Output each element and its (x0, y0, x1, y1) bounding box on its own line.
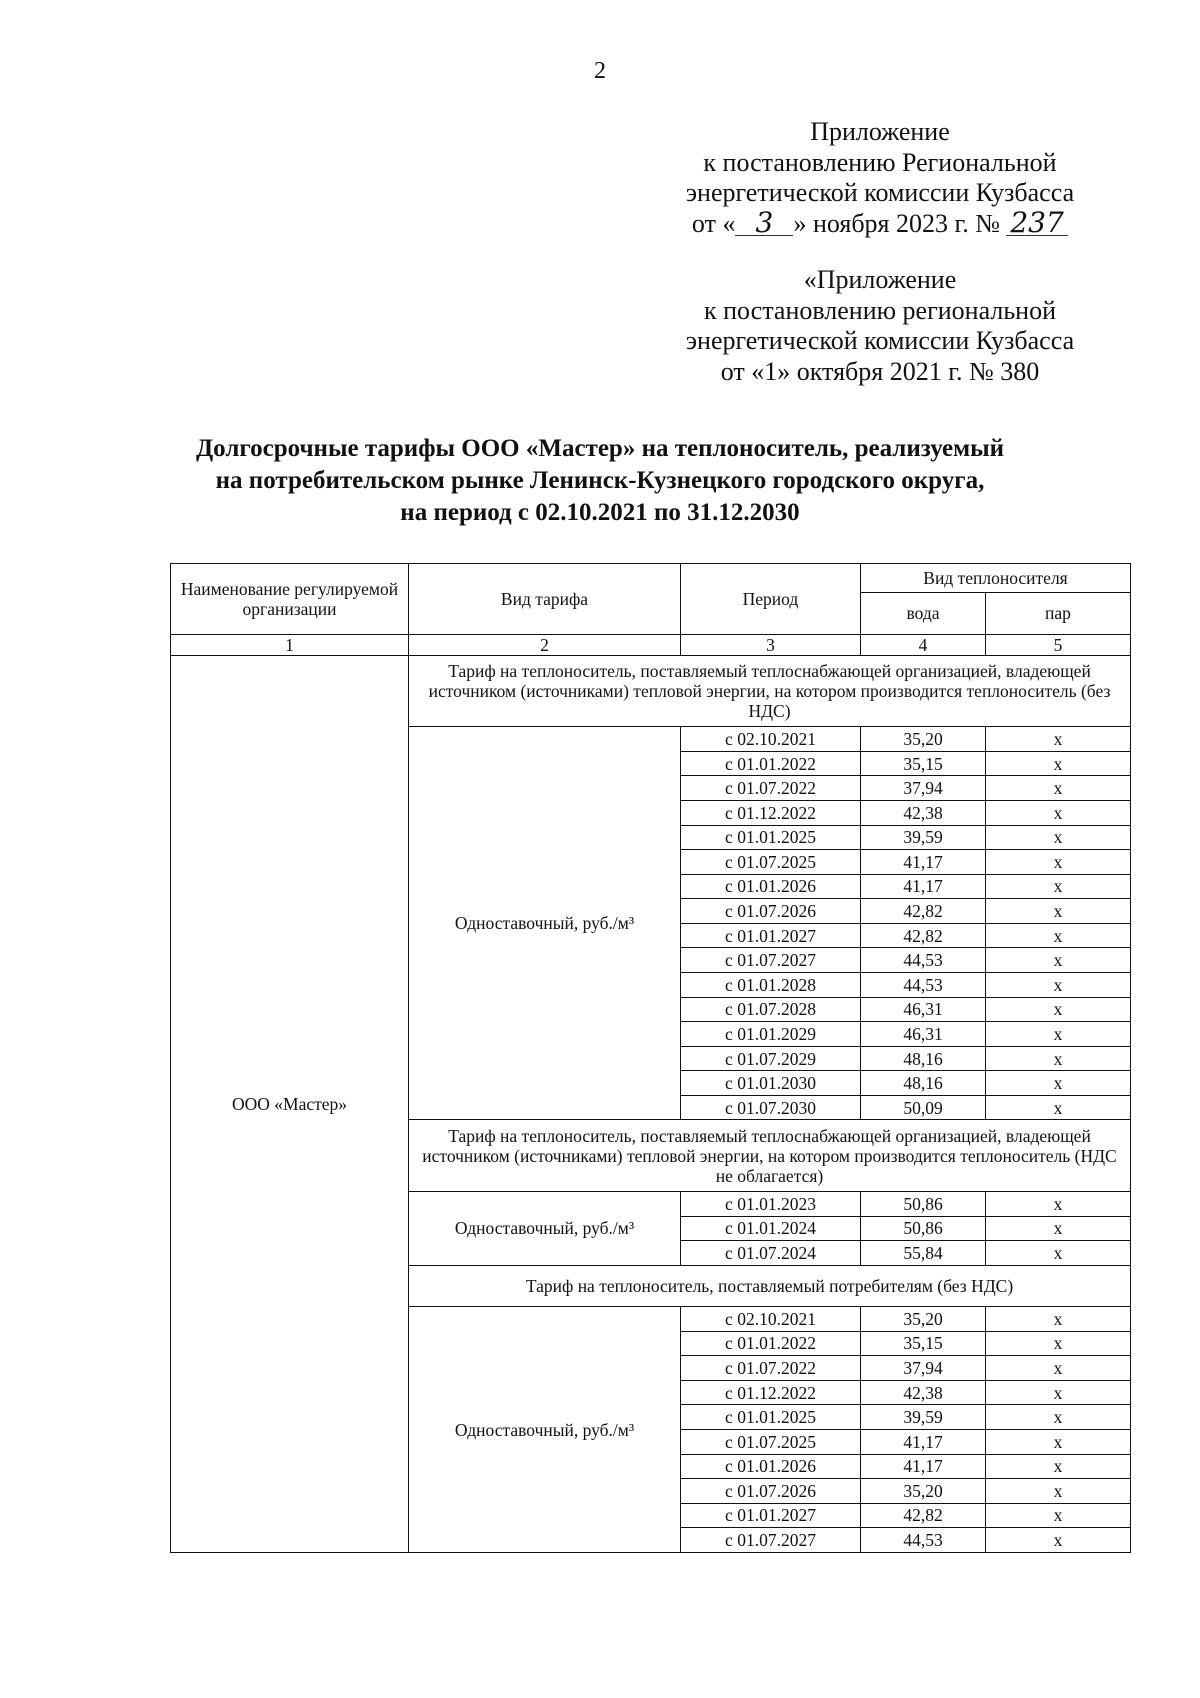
appendix-original-line-1: «Приложение (803, 265, 957, 294)
appendix-original-line-2: к постановлению региональной (703, 295, 1057, 325)
period-cell: с 01.01.2022 (681, 751, 861, 776)
period-cell: с 01.12.2022 (681, 800, 861, 825)
steam-value-cell: х (986, 923, 1131, 948)
appendix-current-date (670, 205, 1090, 240)
steam-value-cell: х (986, 1071, 1131, 1096)
title-line-2: на потребительском рынке Ленинск-Кузнецкого городского округа, (215, 467, 985, 494)
header-steam: пар (986, 593, 1131, 634)
title-line-1: Долгосрочные тарифы ООО «Мастер» на теплоноситель, реализуемый (195, 435, 1005, 462)
period-cell: с 01.01.2024 (681, 1216, 861, 1241)
header-tariff-type: Вид тарифа (409, 564, 681, 635)
water-value-cell: 35,20 (861, 727, 986, 752)
column-number: 2 (409, 634, 681, 655)
water-value-cell: 50,09 (861, 1095, 986, 1120)
organization-name: ООО «Мастер» (171, 655, 409, 1552)
column-number: 1 (171, 634, 409, 655)
water-value-cell: 35,20 (861, 1307, 986, 1332)
period-cell: с 02.10.2021 (681, 727, 861, 752)
water-value-cell: 42,38 (861, 800, 986, 825)
appendix-current-line-3: энергетической комиссии Кузбасса (685, 178, 1075, 207)
period-cell: с 01.01.2026 (681, 1454, 861, 1479)
water-value-cell: 35,20 (861, 1479, 986, 1504)
water-value-cell: 50,86 (861, 1216, 986, 1241)
water-value-cell: 44,53 (861, 948, 986, 973)
steam-value-cell: х (986, 1528, 1131, 1553)
period-cell: с 01.07.2027 (681, 1528, 861, 1553)
steam-value-cell: х (986, 850, 1131, 875)
tariff-kind: Одноставочный, руб./м³ (409, 727, 681, 1120)
steam-value-cell: х (986, 973, 1131, 998)
period-cell: с 01.01.2025 (681, 1405, 861, 1430)
water-value-cell: 55,84 (861, 1241, 986, 1266)
date-middle: » ноября 2023 г. № (793, 208, 1001, 238)
water-value-cell: 42,38 (861, 1380, 986, 1405)
date-day-handwritten: 3 (735, 211, 793, 236)
water-value-cell: 42,82 (861, 1503, 986, 1528)
water-value-cell: 46,31 (861, 997, 986, 1022)
section-title: Тариф на теплоноситель, поставляемый потребителям (без НДС) (409, 1265, 1131, 1306)
period-cell: с 01.01.2027 (681, 923, 861, 948)
section-title: Тариф на теплоноситель, поставляемый теплоснабжающей организацией, владеющей источником (источниками) тепловой энергии, на котором производится теплоноситель (без НДС) (409, 655, 1131, 727)
period-cell: с 01.01.2022 (681, 1331, 861, 1356)
steam-value-cell: х (986, 948, 1131, 973)
period-cell: с 01.07.2024 (681, 1241, 861, 1266)
water-value-cell: 41,17 (861, 1454, 986, 1479)
steam-value-cell: х (986, 1192, 1131, 1217)
steam-value-cell: х (986, 1331, 1131, 1356)
title-line-3: на период с 02.10.2021 по 31.12.2030 (400, 499, 800, 526)
steam-value-cell: х (986, 825, 1131, 850)
appendix-original-line-4: от «1» октября 2021 г. № 380 (720, 356, 1040, 386)
document-number-handwritten: 237 (1006, 211, 1068, 236)
period-cell: с 01.01.2029 (681, 1022, 861, 1047)
appendix-current-line-2: к постановлению Региональной (703, 147, 1057, 177)
water-value-cell: 39,59 (861, 825, 986, 850)
water-value-cell: 44,53 (861, 1528, 986, 1553)
water-value-cell: 39,59 (861, 1405, 986, 1430)
water-value-cell: 50,86 (861, 1192, 986, 1217)
period-cell: с 01.01.2025 (681, 825, 861, 850)
period-cell: с 01.07.2026 (681, 899, 861, 924)
steam-value-cell: х (986, 1356, 1131, 1381)
appendix-current (670, 117, 1090, 239)
period-cell: с 01.07.2027 (681, 948, 861, 973)
appendix-current-line-1: Приложение (810, 117, 950, 146)
period-cell: с 01.01.2026 (681, 874, 861, 899)
steam-value-cell: х (986, 1429, 1131, 1454)
column-number: 5 (986, 634, 1131, 655)
page-number: 2 (594, 58, 606, 84)
period-cell: с 01.07.2029 (681, 1046, 861, 1071)
water-value-cell: 35,15 (861, 751, 986, 776)
period-cell: с 01.07.2028 (681, 997, 861, 1022)
steam-value-cell: х (986, 1307, 1131, 1332)
period-cell: с 01.07.2022 (681, 1356, 861, 1381)
water-value-cell: 41,17 (861, 850, 986, 875)
water-value-cell: 44,53 (861, 973, 986, 998)
steam-value-cell: х (986, 1022, 1131, 1047)
document-title (150, 433, 1050, 529)
water-value-cell: 41,17 (861, 1429, 986, 1454)
period-cell: с 02.10.2021 (681, 1307, 861, 1332)
water-value-cell: 37,94 (861, 776, 986, 801)
appendix-original (670, 265, 1090, 387)
header-carrier: Вид теплоносителя (861, 564, 1131, 593)
period-cell: с 01.07.2022 (681, 776, 861, 801)
column-number: 4 (861, 634, 986, 655)
tariff-kind: Одноставочный, руб./м³ (409, 1192, 681, 1266)
steam-value-cell: х (986, 800, 1131, 825)
water-value-cell: 42,82 (861, 899, 986, 924)
steam-value-cell: х (986, 1479, 1131, 1504)
date-prefix: от « (691, 208, 736, 238)
steam-value-cell: х (986, 899, 1131, 924)
water-value-cell: 48,16 (861, 1071, 986, 1096)
steam-value-cell: х (986, 727, 1131, 752)
steam-value-cell: х (986, 997, 1131, 1022)
period-cell: с 01.01.2030 (681, 1071, 861, 1096)
water-value-cell: 35,15 (861, 1331, 986, 1356)
period-cell: с 01.01.2028 (681, 973, 861, 998)
header-period: Период (681, 564, 861, 635)
header-org: Наименование регулируемой организации (171, 564, 409, 635)
steam-value-cell: х (986, 874, 1131, 899)
steam-value-cell: х (986, 1241, 1131, 1266)
section-header-row (171, 655, 1131, 727)
steam-value-cell: х (986, 776, 1131, 801)
period-cell: с 01.07.2030 (681, 1095, 861, 1120)
column-number: 3 (681, 634, 861, 655)
steam-value-cell: х (986, 1216, 1131, 1241)
tariff-kind: Одноставочный, руб./м³ (409, 1307, 681, 1553)
steam-value-cell: х (986, 1380, 1131, 1405)
water-value-cell: 41,17 (861, 874, 986, 899)
tariff-table (170, 563, 1131, 1553)
steam-value-cell: х (986, 1046, 1131, 1071)
period-cell: с 01.07.2025 (681, 1429, 861, 1454)
water-value-cell: 46,31 (861, 1022, 986, 1047)
water-value-cell: 42,82 (861, 923, 986, 948)
period-cell: с 01.07.2026 (681, 1479, 861, 1504)
period-cell: с 01.07.2025 (681, 850, 861, 875)
water-value-cell: 48,16 (861, 1046, 986, 1071)
appendix-original-line-3: энергетической комиссии Кузбасса (685, 326, 1075, 355)
section-title: Тариф на теплоноситель, поставляемый теплоснабжающей организацией, владеющей источником (источниками) тепловой энергии, на котором производится теплоноситель (НДС не облагается) (409, 1120, 1131, 1192)
steam-value-cell: х (986, 1095, 1131, 1120)
steam-value-cell: х (986, 1405, 1131, 1430)
steam-value-cell: х (986, 751, 1131, 776)
period-cell: с 01.12.2022 (681, 1380, 861, 1405)
header-water: вода (861, 593, 986, 634)
water-value-cell: 37,94 (861, 1356, 986, 1381)
period-cell: с 01.01.2027 (681, 1503, 861, 1528)
steam-value-cell: х (986, 1503, 1131, 1528)
period-cell: с 01.01.2023 (681, 1192, 861, 1217)
steam-value-cell: х (986, 1454, 1131, 1479)
